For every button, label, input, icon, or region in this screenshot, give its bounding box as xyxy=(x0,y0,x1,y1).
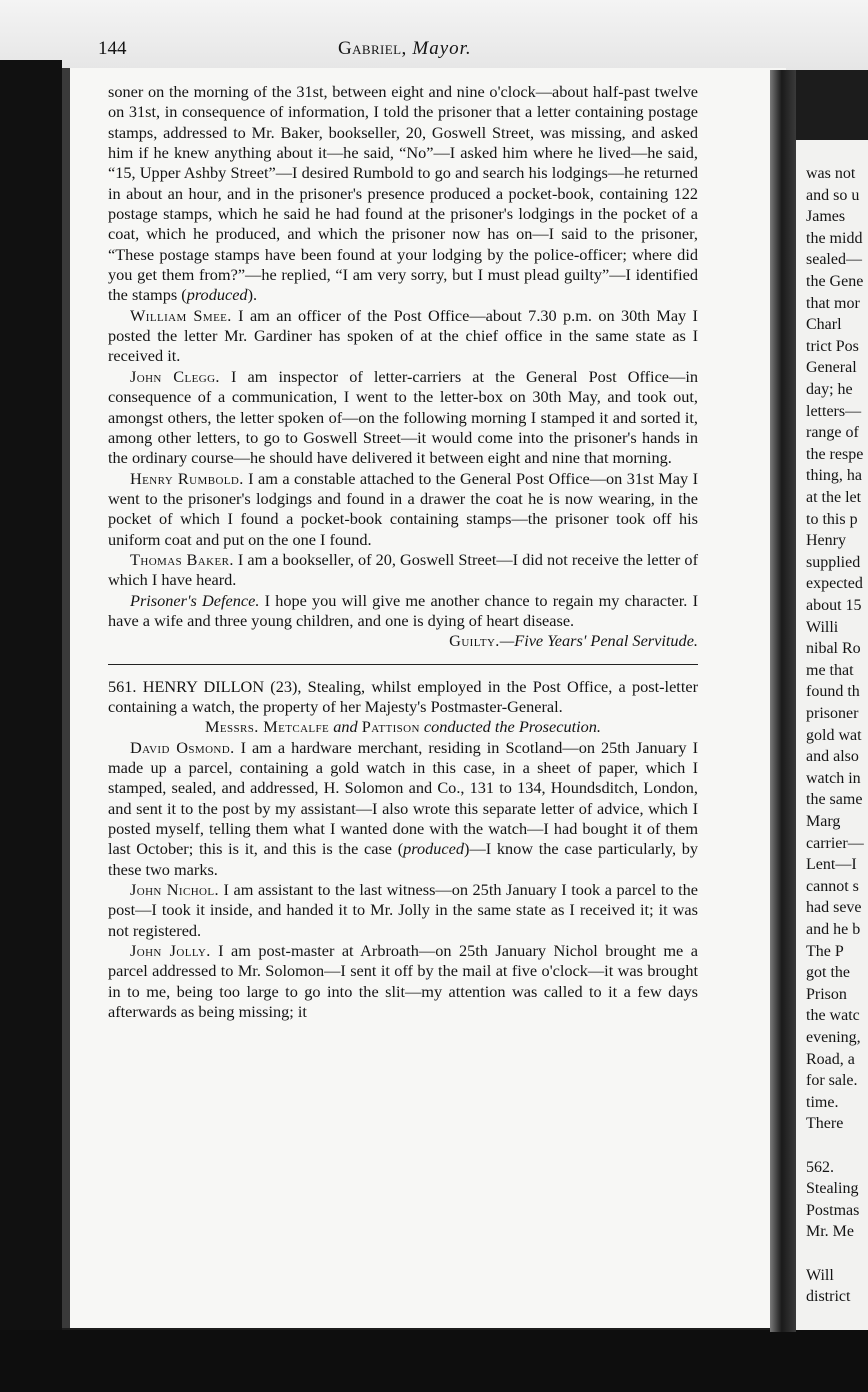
paragraph-testimony-cont: soner on the morning of the 31st, between eight and nine o'clock—about half-past twelve on 31st, in consequence of information, I told the prisoner that a letter containing postage stamps, addressed to Mr. Baker, bookseller, 20, Goswell Street, was missing, and asked him if he knew anything about it—he said, “No”—I asked him where he lived—he said, “15, Upper Ashby Street”—I desired Rumbold to go and search his lodgings—he returned in about an hour, and in the prisoner's presence produced a pocket-book, containing 122 postage stamps, which he said he had found at the prisoner's lodgings in the pocket of a coat, which he produced, and which the prisoner now has on—I said to the prisoner, “These postage stamps have been found at your lodging by the police-officer; where did you get them from?”—he replied, “I am very sorry, but I must plead guilty”—I identified the stamps (produced). xyxy=(108,82,698,305)
paragraph-baker: Thomas Baker. I am a bookseller, of 20, Goswell Street—I did not receive the letter of which I have heard. xyxy=(108,549,698,590)
right-page-line: got the xyxy=(806,964,850,982)
right-page-line: evening, xyxy=(806,1029,861,1046)
running-title-name: Gabriel, xyxy=(338,38,407,59)
right-page-line: at the let xyxy=(806,489,862,506)
right-page-line: for sale. xyxy=(806,1072,858,1090)
paragraph-rumbold: Henry Rumbold. I am a constable attached to the General Post Office—on 31st May I went to the prisoner's lodgings and found in a drawer the coat he is now wearing, in the pocket of which I found a pocket-book containing stamps—the prisoner took off his uniform coat and put on the one I found. xyxy=(108,468,698,549)
right-page-line: Marg xyxy=(806,813,841,830)
paragraph-defence: Prisoner's Defence. I hope you will give me another chance to regain my character. I have a wife and three young children, and one is dying of heart disease. xyxy=(108,590,698,630)
right-page-line: watch in xyxy=(806,769,861,787)
right-page-line: the watc xyxy=(806,1007,860,1025)
book-gutter xyxy=(770,70,796,1332)
witness-name: Thomas Baker. xyxy=(130,549,234,569)
right-page-line: letters— xyxy=(806,402,862,420)
right-page-line: time. xyxy=(806,1093,839,1111)
witness-name: John Nichol. xyxy=(130,880,219,900)
running-title-role: Mayor. xyxy=(412,38,472,59)
right-page-line: had seve xyxy=(806,899,862,917)
book-binding-left xyxy=(0,60,62,1392)
right-page-line: to this p xyxy=(806,510,858,528)
case-divider xyxy=(108,664,698,665)
right-page-line: Charl xyxy=(806,316,842,334)
right-page-line: thing, ha xyxy=(806,467,862,485)
book-binding-bottom xyxy=(0,1330,868,1392)
right-page-line: 562. xyxy=(806,1158,834,1176)
paragraph-nichol: John Nichol. I am assistant to the last witness—on 25th January I took a parcel to the post—I took it inside, and handed it to Mr. Jolly in the same state as I received it; it was not registered. xyxy=(108,880,698,940)
right-page-line: that mor xyxy=(806,294,860,312)
page-number: 144 xyxy=(98,38,127,59)
witness-name: Henry Rumbold. xyxy=(130,468,244,488)
witness-name: David Osmond. xyxy=(130,737,235,757)
right-page-line: cannot s xyxy=(806,877,859,895)
right-page-line: General xyxy=(806,359,857,377)
defence-label: Prisoner's Defence. xyxy=(130,590,260,610)
right-page-line: Stealing xyxy=(806,1180,859,1198)
right-page-line: Lent—I xyxy=(806,856,857,874)
right-page-line: range of xyxy=(806,424,859,442)
right-page-line: Postmas xyxy=(806,1201,860,1219)
right-page-line: Henry xyxy=(806,532,846,550)
right-page-line: Prison xyxy=(806,985,847,1003)
right-page-line: Mr. Me xyxy=(806,1223,854,1241)
witness-name: John Jolly. xyxy=(130,941,211,961)
body-text xyxy=(108,82,698,1022)
running-title xyxy=(338,38,472,60)
witness-name: John Clegg. xyxy=(130,366,220,386)
paragraph-smee: William Smee. I am an officer of the Post Office—about 7.30 p.m. on 30th May I posted the letter Mr. Gardiner has spoken of at the chief office in the same state as I received it. xyxy=(108,305,698,366)
right-page-line: me that xyxy=(806,661,854,679)
right-page-line: about 15 xyxy=(806,597,862,614)
right-page-line: the Gene xyxy=(806,273,864,290)
right-page-line: Road, a xyxy=(806,1050,855,1068)
right-page-line: day; he xyxy=(806,381,853,398)
right-page-line: district xyxy=(806,1288,851,1306)
right-page-line: expected xyxy=(806,575,863,593)
right-page-line: was not xyxy=(806,165,856,182)
paragraph-osmond: David Osmond. I am a hardware merchant, residing in Scotland—on 25th January I made up a parcel, containing a gold watch in this case, in a sheet of paper, which I stamped, sealed, and addressed, H. Solomon and Co., 131 to 134, Houndsditch, London, and sent it to the post by my assistant—I also wrote this separate letter of advice, which I posted myself, telling them what I wanted done with the watch—I had bought it of them last October; this is it, and this is the case (produced)—I know the case particularly, by these two marks. xyxy=(108,737,698,879)
right-page-line: James xyxy=(806,208,846,226)
case-heading: 561. HENRY DILLON (23), Stealing, whilst employed in the Post Office, a post-letter containing a watch, the property of her Majesty's Postmaster-General. xyxy=(108,676,698,716)
right-page-line: Willi xyxy=(806,618,839,636)
right-page-line: sealed— xyxy=(806,251,862,269)
right-page-line: nibal Ro xyxy=(806,640,861,658)
right-page-line: The P xyxy=(806,942,844,960)
right-page-line: and he b xyxy=(806,921,861,938)
paragraph-clegg: John Clegg. I am inspector of letter-carriers at the General Post Office—in consequence of a communication, I went to the letter-box on 30th May, and took out, amongst others, the letter spoken of—on the following morning I stamped it and sorted it, among other letters, to go to Goswell Street—it would come into the prisoner's hands in the ordinary course—he should have delivered it between eight and nine that morning. xyxy=(108,366,698,468)
right-page-fragment xyxy=(796,140,868,1330)
right-page-line: supplied xyxy=(806,553,861,571)
witness-name: William Smee. xyxy=(130,305,232,325)
right-page-line: found th xyxy=(806,683,860,701)
right-page-line: trict Pos xyxy=(806,337,859,355)
right-page-line: There xyxy=(806,1115,844,1133)
right-page-line: and so u xyxy=(806,186,860,204)
right-page-line: the midd xyxy=(806,229,863,247)
right-page-line: the respe xyxy=(806,445,864,463)
right-page-line: gold wat xyxy=(806,726,862,744)
right-page-line: carrier— xyxy=(806,834,864,852)
right-page-line: Will xyxy=(806,1266,834,1284)
right-page-line: prisoner xyxy=(806,705,859,722)
verdict: Guilty.—Five Years' Penal Servitude. xyxy=(449,631,698,651)
counsel-line: Messrs. Metcalfe and Pattison conducted the Prosecution. xyxy=(205,717,601,737)
right-page-line: and also xyxy=(806,748,859,766)
right-page-line: the same xyxy=(806,791,863,809)
page-header xyxy=(98,38,738,68)
paragraph-jolly: John Jolly. I am post-master at Arbroath—on 25th January Nichol brought me a parcel addressed to Mr. Solomon—I sent it off by the mail at five o'clock—it was brought in to me, being too large to go into the slit—my attention was called to it a few days afterwards as being missing; it xyxy=(108,941,698,1022)
